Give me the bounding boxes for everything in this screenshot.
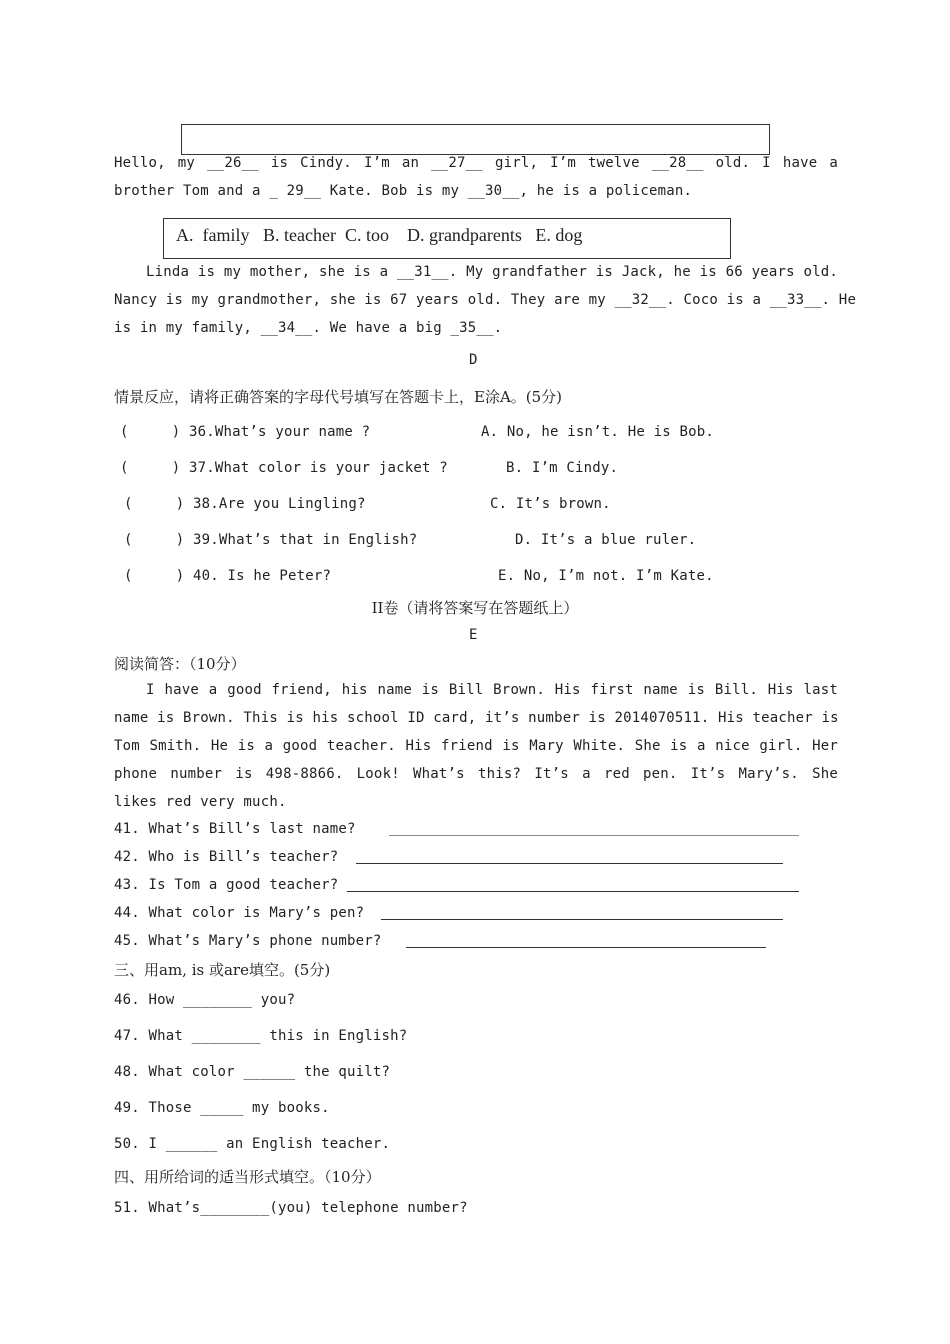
answer-line-43[interactable] [347, 891, 799, 892]
passage2-line-2: Nancy is my grandmother, she is 67 years old. They are my __32__. Coco is a __33__. He [114, 292, 857, 308]
question-42: 42. Who is Bill’s teacher? [114, 849, 339, 865]
question-36: ( ) 36.What’s your name ? [120, 424, 371, 440]
answer-line-44[interactable] [381, 919, 783, 920]
answer-b: B. I’m Cindy. [506, 460, 619, 476]
question-48: 48. What color ______ the quilt? [114, 1064, 391, 1080]
answer-d: D. It’s a blue ruler. [515, 532, 697, 548]
question-46: 46. How ________ you? [114, 992, 296, 1008]
answer-c: C. It’s brown. [490, 496, 611, 512]
question-38: ( ) 38.Are you Lingling? [124, 496, 366, 512]
reading-line-5: likes red very much. [114, 794, 287, 810]
answer-a: A. No, he isn’t. He is Bob. [481, 424, 714, 440]
question-47: 47. What ________ this in English? [114, 1028, 408, 1044]
question-50: 50. I ______ an English teacher. [114, 1136, 391, 1152]
question-44: 44. What color is Mary’s pen? [114, 905, 365, 921]
answer-e: E. No, I’m not. I’m Kate. [498, 568, 714, 584]
question-49: 49. Those _____ my books. [114, 1100, 330, 1116]
question-41: 41. What’s Bill’s last name? [114, 821, 356, 837]
section-e-letter: E [469, 627, 478, 643]
passage2-line-3: is in my family, __34__. We have a big _35__. [114, 320, 503, 336]
question-45: 45. What’s Mary’s phone number? [114, 933, 382, 949]
question-37: ( ) 37.What color is your jacket ? [120, 460, 448, 476]
section-d-letter: D [469, 352, 478, 368]
section-4-title: 四、用所给词的适当形式填空。（10分） [114, 1168, 381, 1186]
reading-line-2: name is Brown. This is his school ID card, it’s number is 2014070511. His teacher is [114, 710, 839, 726]
part-2-title: II卷（请将答案写在答题纸上） [371, 599, 579, 617]
question-43: 43. Is Tom a good teacher? [114, 877, 339, 893]
passage-line-1: Hello, my __26__ is Cindy. I’m an __27__ girl, I’m twelve __28__ old. I have a [114, 155, 838, 171]
question-51: 51. What’s________(you) telephone number? [114, 1200, 468, 1216]
reading-line-4: phone number is 498-8866. Look! What’s this? It’s a red pen. It’s Mary’s. She [114, 766, 838, 782]
answer-line-45[interactable] [406, 947, 766, 948]
empty-answer-box [181, 124, 770, 155]
section-3-title: 三、用am, is 或are填空。(5分) [114, 961, 331, 979]
passage2-line-1: Linda is my mother, she is a __31__. My grandfather is Jack, he is 66 years old. [146, 264, 838, 280]
passage-line-2: brother Tom and a _ 29__ Kate. Bob is my __30__, he is a policeman. [114, 183, 693, 199]
reading-line-1: I have a good friend, his name is Bill Brown. His first name is Bill. His last [146, 682, 838, 698]
answer-line-41[interactable] [389, 835, 799, 836]
question-39: ( ) 39.What’s that in English? [124, 532, 418, 548]
section-e-instruction: 阅读简答：（10分） [114, 655, 246, 673]
word-choice-options: A. family B. teacher C. too D. grandparents E. dog [176, 225, 583, 245]
section-d-instruction: 情景反应，请将正确答案的字母代号填写在答题卡上，E涂A。(5分) [114, 388, 563, 406]
question-40: ( ) 40. Is he Peter? [124, 568, 332, 584]
answer-line-42[interactable] [356, 863, 783, 864]
reading-line-3: Tom Smith. He is a good teacher. His friend is Mary White. She is a nice girl. Her [114, 738, 838, 754]
